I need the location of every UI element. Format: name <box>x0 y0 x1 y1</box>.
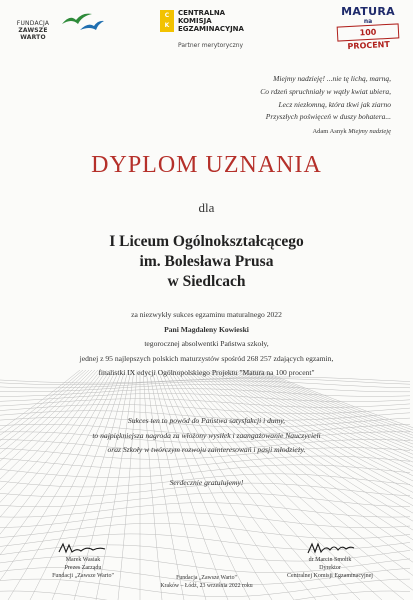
poem-work: Miejmy nadzieję <box>348 128 391 136</box>
for-word: dla <box>198 200 215 215</box>
signature-left-role2: Fundacji „Zawsze Warto" <box>52 573 114 579</box>
thanks-line-2: to najpiękniejsza nagroda za włożony wysiłek i zaangażowanie Nauczycieli <box>92 430 321 440</box>
body-line-3: tegorocznej absolwentki Państwa szkoły, <box>144 339 269 349</box>
signature-left-role1: Prezes Zarządu <box>64 565 102 571</box>
poem-quote <box>151 73 391 139</box>
poem-line-3: Lecz niezłomną, która tkwi jak ziarno <box>278 99 391 109</box>
footer-line-2: Kraków – Łódź, 23 września 2022 roku <box>160 583 253 589</box>
fundacja-logo-line1: FUNDACJA <box>16 20 50 27</box>
fundacja-logo-line2: ZAWSZE WARTO <box>18 27 48 41</box>
cke-mark-top: C <box>164 12 170 19</box>
cke-name-line3: EGZAMINACYJNA <box>178 25 244 33</box>
student-name: Pani Magdaleny Kowieski <box>164 324 249 334</box>
body-line-5: finalistki IX edycji Ogólnopolskiego Projektu "Matura na 100 procent" <box>98 368 315 378</box>
diploma-body <box>0 308 413 381</box>
poem-line-2: Co rdzeń spruchniały w wątły kwiat ubiera, <box>260 86 391 96</box>
signature-right-name: dr Marcin Smolik <box>308 557 352 563</box>
signature-left-scribble <box>53 540 113 556</box>
matura-logo-stamp: 100 PROCENT <box>337 23 400 41</box>
cke-partner-label: Partner merytoryczny <box>178 42 244 49</box>
poem-author: Adam Asnyk <box>312 128 347 136</box>
signature-right-scribble <box>300 540 360 556</box>
fundacja-zawsze-warto-logo <box>6 8 106 41</box>
fundacja-logo-text <box>8 20 58 41</box>
recipient-line-1: I Liceum Ogólnokształcącego <box>109 233 304 250</box>
thanks-line-1: Sukces ten to powód do Państwa satysfakcji i dumy, <box>127 416 286 425</box>
body-line-1: za niezwykły sukces egzaminu maturalnego 2022 <box>131 310 282 319</box>
footer-line-1: Fundacja „Zawsze Warto" <box>176 575 237 581</box>
signature-left-name: Marek Wasiak <box>65 557 101 563</box>
signature-right-role1: Dyrektor <box>319 565 341 571</box>
diploma-title: DYPLOM UZNANIA <box>91 152 322 178</box>
recipient-line-2: im. Bolesława Prusa <box>139 253 274 270</box>
poem-line-4: Przyszłych poświęceń w duszy bohatera... <box>265 112 391 122</box>
recipient-line-3: w Siedlcach <box>167 273 246 290</box>
poem-attribution <box>151 126 391 139</box>
cke-name <box>178 9 244 33</box>
matura-na-100-procent-logo <box>328 5 408 52</box>
cke-mark-icon <box>160 10 174 32</box>
birds-icon <box>58 8 106 38</box>
footer <box>0 574 413 590</box>
matura-logo-na: na <box>363 18 373 25</box>
signature-right-role2: Centralnej Komisji Egzaminacyjnej <box>287 573 373 579</box>
cke-name-line2: KOMISJA <box>178 17 212 25</box>
cke-name-line1: CENTRALNA <box>178 9 226 17</box>
greeting: Serdecznie gratulujemy! <box>169 478 244 487</box>
matura-logo-title: MATURA <box>341 5 395 18</box>
body-line-4: jednej z 95 najlepszych polskich maturzystów spośród 268 257 zdających egzamin, <box>79 353 334 363</box>
cke-mark-bottom: K <box>164 22 170 29</box>
poem-line-1: Miejmy nadzieję! ...nie tę lichą, marną, <box>273 74 391 83</box>
thanks-line-3: oraz Szkoły w twórczym rozwoju zainteresowań i pasji młodzieży. <box>107 445 306 455</box>
recipient-school <box>0 232 413 292</box>
thanks-paragraph <box>0 414 413 458</box>
cke-logo <box>150 8 260 54</box>
